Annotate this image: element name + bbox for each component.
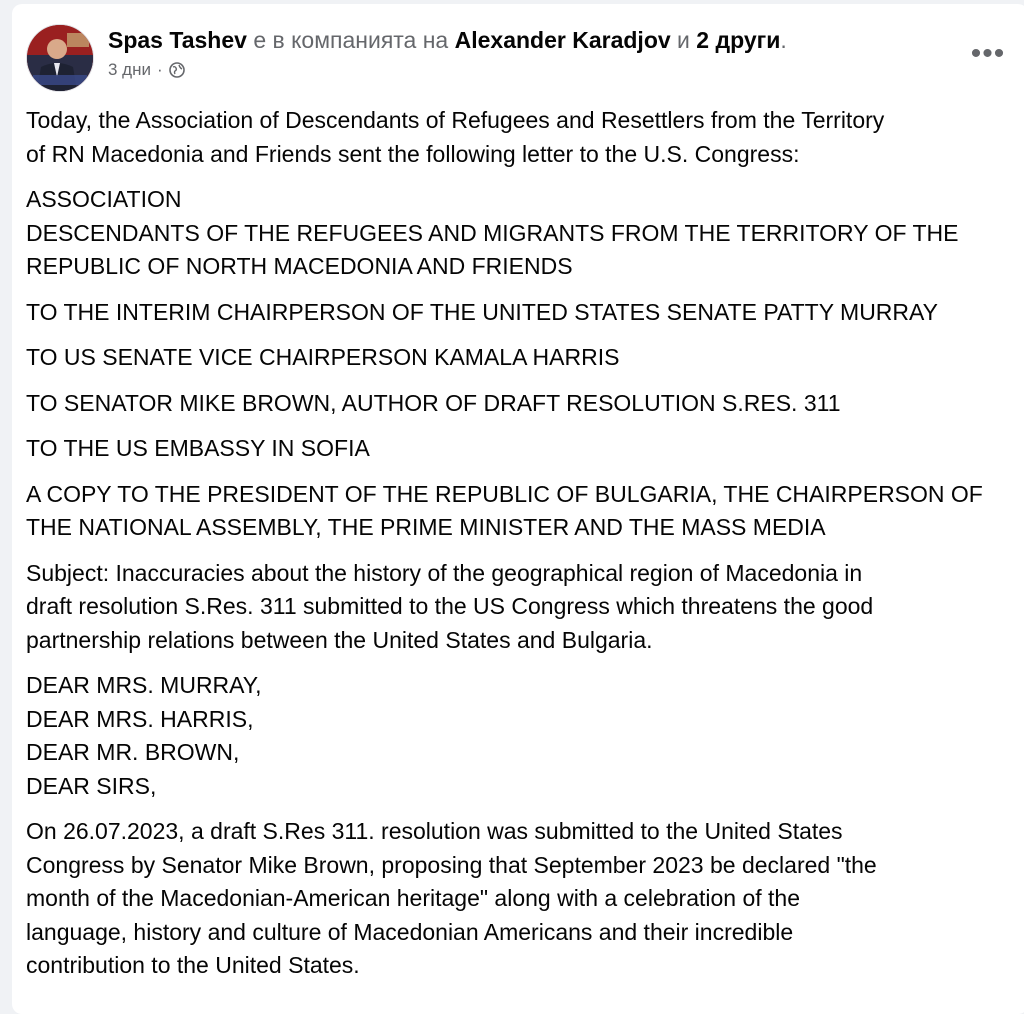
avatar-image [27, 25, 93, 91]
post-meta [108, 26, 787, 80]
post-header [26, 22, 1008, 92]
post-paragraph: TO THE INTERIM CHAIRPERSON OF THE UNITED STATES SENATE PATTY MURRAY [26, 298, 939, 325]
separator-dot: · [156, 60, 163, 79]
more-options-icon[interactable]: ••• [970, 37, 1006, 70]
post-paragraph: ASSOCIATION DESCENDANTS OF THE REFUGEES AND MIGRANTS FROM THE TERRITORY OF THE REPUBLIC OF NORTH MACEDONIA AND FRIENDS [26, 186, 959, 279]
post-time[interactable]: 3 дни [108, 60, 151, 79]
post-card [12, 4, 1024, 1014]
post-paragraph: A COPY TO THE PRESIDENT OF THE REPUBLIC OF BULGARIA, THE CHAIRPERSON OF THE NATIONAL ASSEMBLY, THE PRIME MINISTER AND THE MASS MEDIA [26, 480, 983, 540]
author-name[interactable]: Spas Tashev [108, 27, 247, 53]
post-timestamp-line [108, 60, 787, 80]
post-paragraph: On 26.07.2023, a draft S.Res 311. resolution was submitted to the United States Congress by Senator Mike Brown, proposing that September 2023 be declared "the month of the Macedonian-American heritage" along with a celebration of the language, history and culture of Macedonian Americans and their incredible contribution to the United States. [26, 818, 877, 978]
post-paragraph: Subject: Inaccuracies about the history of the geographical region of Macedonia in draft resolution S.Res. 311 submitted to the US Congress which threatens the good partnership relations between the United States and Bulgaria. [26, 559, 874, 653]
post-paragraph: TO SENATOR MIKE BROWN, AUTHOR OF DRAFT RESOLUTION S.RES. 311 [26, 389, 841, 416]
with-text: е в компанията на [253, 27, 449, 53]
author-avatar[interactable] [26, 24, 94, 92]
post-author-line [108, 26, 787, 54]
globe-icon[interactable] [169, 62, 185, 78]
post-paragraph: TO THE US EMBASSY IN SOFIA [26, 435, 370, 461]
period: . [780, 27, 787, 53]
others-link[interactable]: 2 други [696, 27, 781, 53]
post-paragraph: TO US SENATE VICE CHAIRPERSON KAMALA HARRIS [26, 344, 620, 370]
post-paragraph: DEAR MRS. MURRAY, DEAR MRS. HARRIS, DEAR MR. BROWN, DEAR SIRS, [26, 672, 262, 799]
tagged-person[interactable]: Alexander Karadjov [454, 27, 671, 53]
post-body [26, 104, 988, 995]
and-text: и [677, 27, 690, 53]
post-paragraph: Today, the Association of Descendants of Refugees and Resettlers from the Territory of RN Macedonia and Friends sent the following letter to the U.S. Congress: [26, 107, 885, 167]
